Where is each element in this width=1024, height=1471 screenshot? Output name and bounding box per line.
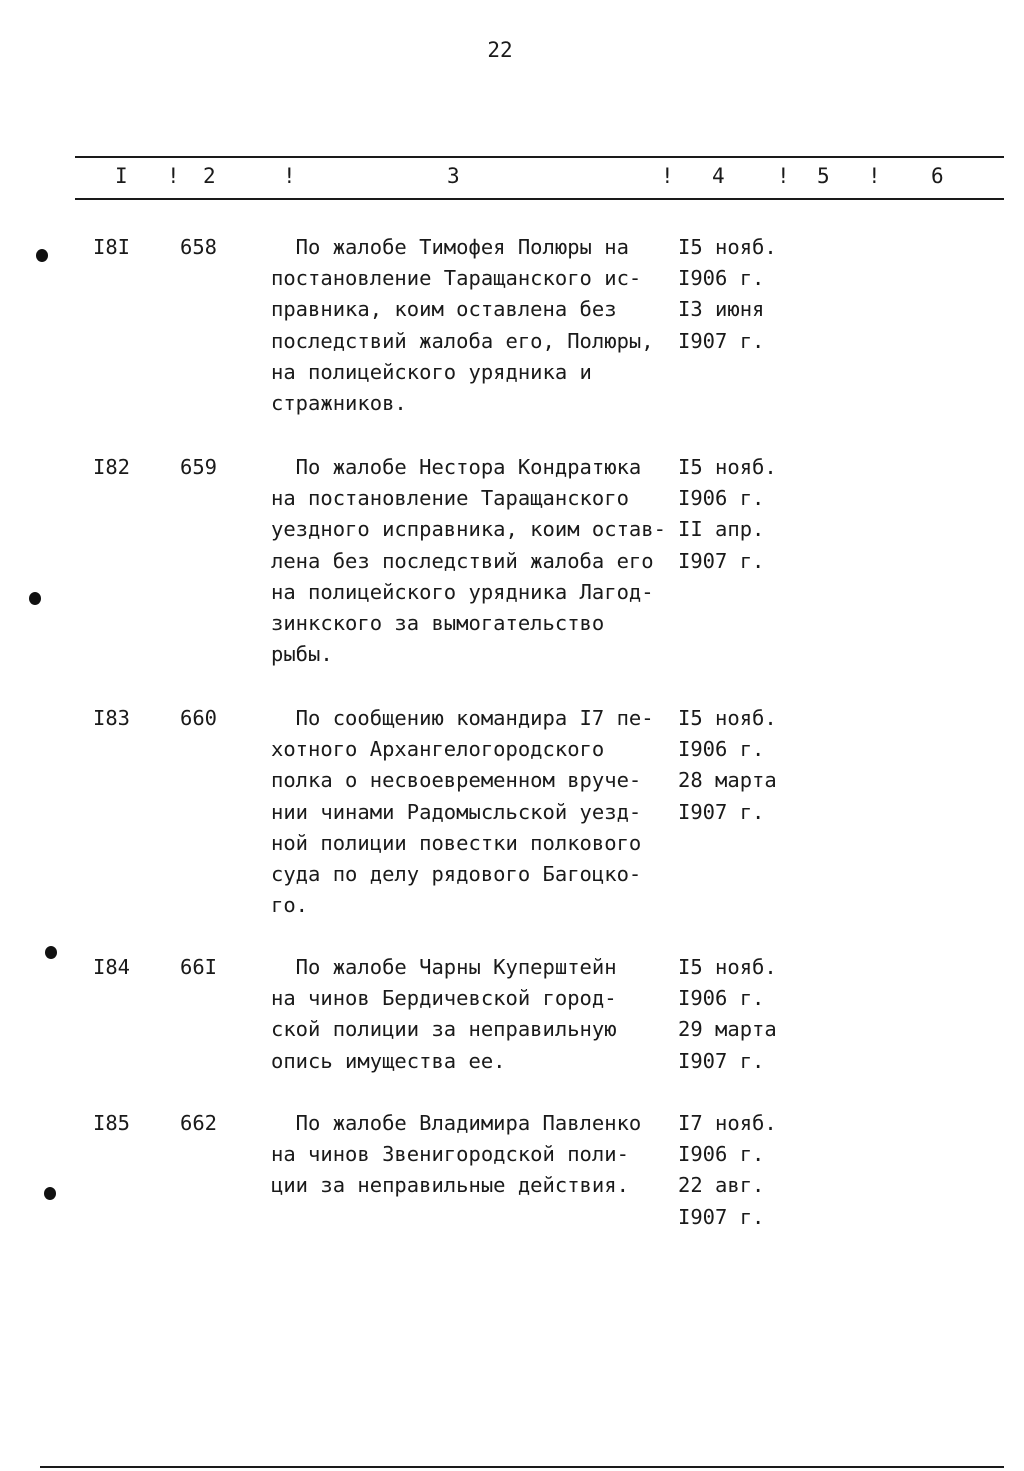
file-number: 658 [180, 235, 218, 259]
record-number: I85 [93, 1111, 131, 1135]
file-number: 659 [180, 455, 218, 479]
binding-hole-mark [45, 946, 57, 959]
record-number: I82 [93, 455, 131, 479]
header-col-3: 3 [447, 164, 460, 188]
record-dates: I5 нояб. I906 г. 28 марта I907 г. [678, 706, 777, 824]
record-dates: I7 нояб. I906 г. 22 авг. I907 г. [678, 1111, 777, 1229]
header-separator: ! [167, 164, 180, 188]
record-number: I8I [93, 235, 131, 259]
file-number: 662 [180, 1111, 218, 1135]
header-separator: ! [868, 164, 881, 188]
binding-hole-mark [36, 249, 48, 262]
file-number: 66I [180, 955, 218, 979]
file-number: 660 [180, 706, 218, 730]
record-dates: I5 нояб. I906 г. II апр. I907 г. [678, 455, 777, 573]
header-col-1: I [115, 164, 128, 188]
record-content: По жалобе Нестора Кондратюка на постановление Таращанского уездного исправника, коим остав- лена без последствий жалоба его на полицейского урядника Лагод- зинкского за вымогательство рыбы. [271, 455, 666, 667]
record-content: По жалобе Чарны Куперштейн на чинов Бердичевской город- ской полиции за неправильную опись имущества ее. [271, 955, 617, 1073]
header-separator: ! [661, 164, 674, 188]
record-content: По жалобе Тимофея Полюры на постановление Таращанского ис- правника, коим оставлена без последствий жалоба его, Полюры, на полицейского урядника и стражников. [271, 235, 654, 416]
record-number: I83 [93, 706, 131, 730]
record-dates: I5 нояб. I906 г. 29 марта I907 г. [678, 955, 777, 1073]
header-col-2: 2 [203, 164, 216, 188]
page-bottom-edge [40, 1466, 1004, 1468]
header-separator: ! [777, 164, 790, 188]
header-bottom-rule [75, 198, 1004, 200]
header-top-rule [75, 156, 1004, 158]
record-content: По жалобе Владимира Павленко на чинов Звенигородской поли- ции за неправильные действия. [271, 1111, 642, 1198]
header-col-5: 5 [817, 164, 830, 188]
header-separator: ! [283, 164, 296, 188]
header-col-4: 4 [712, 164, 725, 188]
page-number: 22 [487, 38, 513, 62]
record-dates: I5 нояб. I906 г. I3 июня I907 г. [678, 235, 777, 353]
binding-hole-mark [44, 1187, 56, 1200]
header-col-6: 6 [931, 164, 944, 188]
record-number: I84 [93, 955, 131, 979]
binding-hole-mark [29, 592, 41, 605]
record-content: По сообщению командира I7 пе- хотного Архангелогородского полка о несвоевременном вруче- нии чинами Радомысльской уезд- ной полиции повестки полкового суда по делу рядового Багоцко- го. [271, 706, 654, 918]
